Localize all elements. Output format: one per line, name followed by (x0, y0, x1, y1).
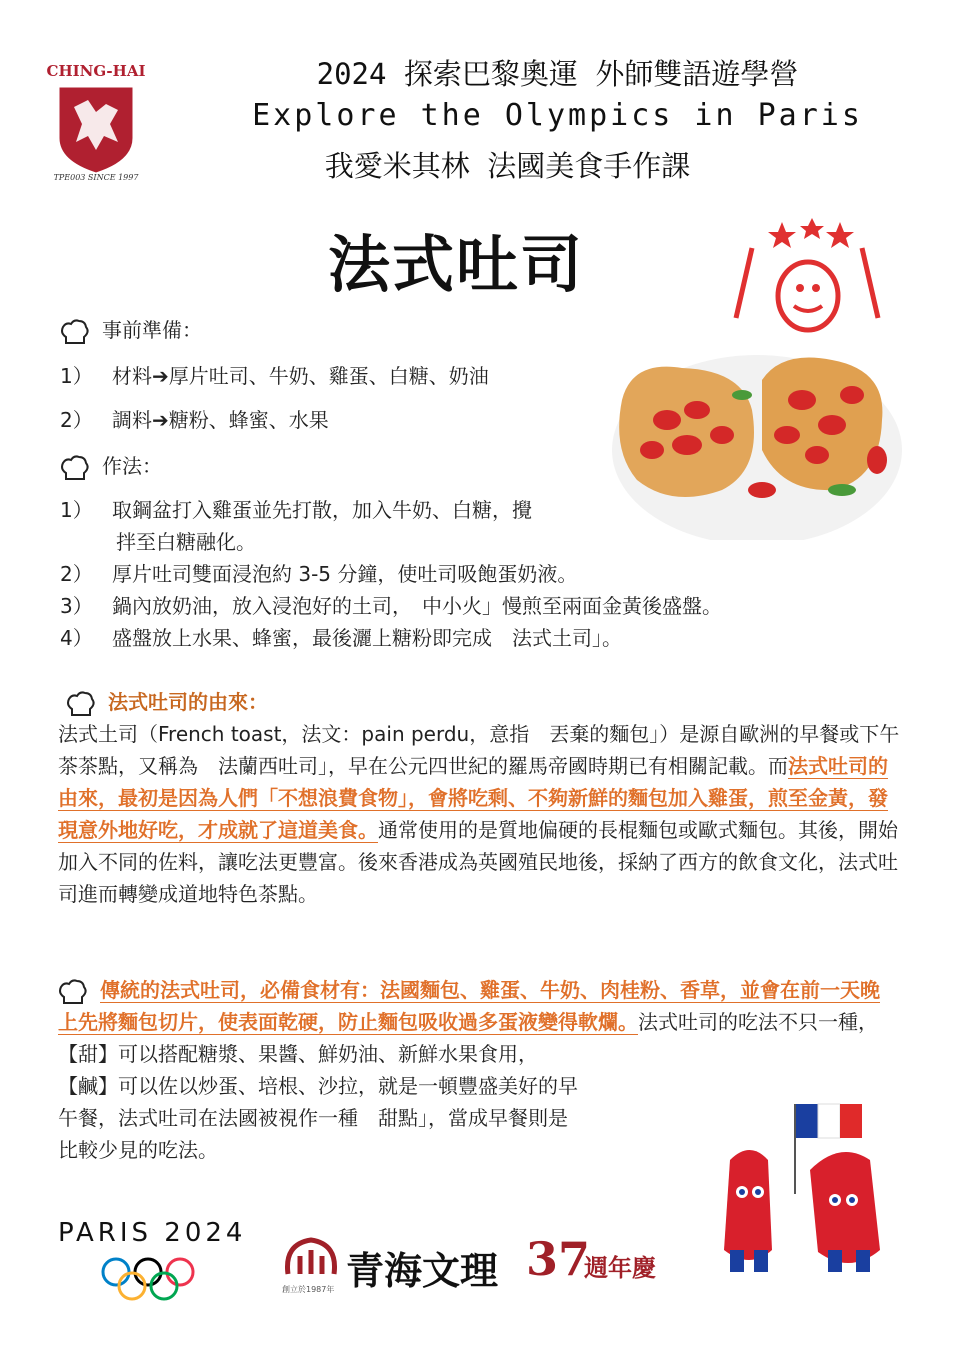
chef-hat-icon (58, 979, 88, 1005)
olympic-rings-icon (98, 1254, 198, 1304)
header-line2: Explore the Olympics in Paris (252, 98, 863, 133)
origin-heading: 法式吐司的由來： (108, 690, 268, 714)
anniversary-text: 週年慶 (584, 1253, 656, 1282)
paris-2024-text: PARIS 2024 (58, 1218, 247, 1248)
origin-heading-row (66, 686, 268, 718)
chef-hat-icon (60, 319, 90, 345)
prep-item: 1） 材料➔厚片吐司、牛奶、雞蛋、白糖、奶油 (60, 364, 489, 388)
chef-hat-icon (66, 691, 96, 717)
chef-hat-icon (60, 455, 90, 481)
brand-name: 青海文理 (346, 1248, 499, 1293)
brand-logo-icon (282, 1234, 340, 1284)
method-heading-row (60, 450, 162, 482)
page-title: 法式吐司 (328, 228, 585, 301)
tradition-paragraph: 傳統的法式吐司，必備食材有：法國麵包、雞蛋、牛奶、肉桂粉、香草，並會在前一天晚上先將麵包切片，使表面乾硬，防止麵包吸收過多蛋液變得軟爛。法式吐司的吃法不只一種，【甜】可以搭配糖漿、果醬、鮮奶油、新鮮水果食用， (58, 978, 880, 1066)
anniversary-number: 37 (526, 1232, 591, 1286)
prep-heading-row (60, 314, 202, 346)
prep-heading: 事前準備： (102, 318, 202, 342)
origin-paragraph: 法式土司（French toast，法文：pain perdu，意指 丟棄的麵包」）是源自歐洲的早餐或下午茶茶點，又稱為 法蘭西吐司」，早在公元四世紀的羅馬帝國時期已有相關記載。而法式吐司的由來，最初是因為人們「不想浪費食物」，會將吃剩、不夠新鮮的麵包加入雞蛋，煎至金黃，發現意外地好吃，才成就了這道美食。通常使用的是質地偏硬的長棍麵包或歐式麵包。其後，開始加入不同的佐料，讓吃法更豐富。後來香港成為英國殖民地後，採納了西方的飲食文化，法式吐司進而轉變成道地特色茶點。 (58, 722, 900, 906)
method-heading: 作法： (102, 454, 162, 478)
method-item: 2） 厚片吐司雙面浸泡約 3-5 分鐘，使吐司吸飽蛋奶液。 (60, 562, 578, 586)
french-toast-photo (612, 340, 902, 540)
method-item-cont: 拌至白糖融化。 (116, 530, 256, 554)
michelin-emblem-icon (732, 218, 882, 338)
logo-name: CHING-HAI (46, 62, 146, 80)
olympic-mascots-image (690, 1100, 930, 1290)
origin-highlight: 法式吐司的由來，最初是因為人們「不想浪費食物」，會將吃剩、不夠新鮮的麵包加入雞蛋，煎至金黃，發現意外地好吃，才成就了這道美食。 (58, 754, 888, 842)
logo-since: TPE003 SINCE 1997 (53, 173, 139, 182)
tradition-line: 【鹹】可以佐以炒蛋、培根、沙拉，就是一頓豐盛美好的早 (58, 1074, 578, 1098)
brand-since: 創立於1987年 (282, 1285, 335, 1294)
method-item: 4） 盛盤放上水果、蜂蜜，最後灑上糖粉即完成 法式土司」。 (60, 626, 622, 650)
tradition-highlight: 傳統的法式吐司，必備食材有：法國麵包、雞蛋、牛奶、肉桂粉、香草，並會在前一天晚上先將麵包切片，使表面乾硬，防止麵包吸收過多蛋液變得軟爛。 (58, 978, 880, 1034)
header-line3: 我愛米其林 法國美食手作課 (324, 149, 691, 183)
header-line1: 2024 探索巴黎奧運 外師雙語遊學營 (316, 57, 799, 91)
method-item: 3） 鍋內放奶油，放入浸泡好的土司， 中小火」慢煎至兩面金黃後盛盤。 (60, 594, 722, 618)
tradition-line: 比較少見的吃法。 (58, 1138, 218, 1162)
method-item: 1） 取鋼盆打入雞蛋並先打散，加入牛奶、白糖，攪 (60, 498, 532, 522)
tradition-line: 午餐，法式吐司在法國被視作一種 甜點」，當成早餐則是 (58, 1106, 568, 1130)
prep-item: 2） 調料➔糖粉、蜂蜜、水果 (60, 408, 329, 432)
